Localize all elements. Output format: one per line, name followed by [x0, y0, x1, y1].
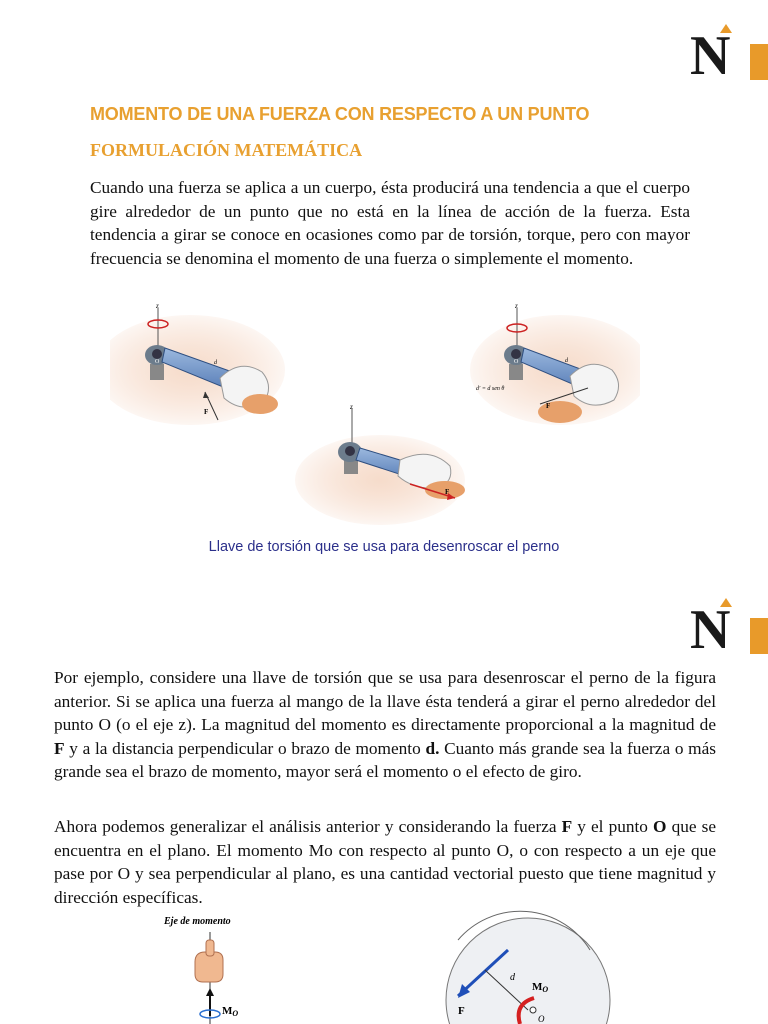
logo-triangle-icon [720, 598, 732, 607]
example-paragraph [54, 666, 716, 784]
force-label: F [204, 408, 209, 416]
section-title: MOMENTO DE UNA FUERZA CON RESPECTO A UN PUNTO [90, 104, 590, 124]
distance-label: d [565, 358, 568, 364]
origin-label: O [155, 359, 160, 365]
wrench-center [295, 403, 465, 525]
example-text: Por ejemplo, considere una llave de torsión que se usa para desenroscar el perno de la figura anterior. Si se aplica una fuerza al mango de la llave ésta tenderá a girar el perno alrededor del punto O (o el eje z). La magnitud del momento es directamente proporcional a la magnitud de [54, 668, 716, 734]
logo-letter: N [690, 25, 731, 87]
generalization-text: Ahora podemos generalizar el análisis anterior y considerando la fuerza [54, 817, 562, 836]
origin-label: O [514, 359, 519, 365]
moment-figure [140, 910, 640, 1024]
generalization-text: que se encuentra en el plano. El momento Mo con respecto al punto O, o con respecto a un eje que pase por O y sea perpendicular al plano, es una cantidad vectorial puesto que tiene magnitud y dirección específicas. [54, 817, 717, 907]
z-label: z [515, 302, 518, 310]
moment-circle-diagram [446, 911, 610, 1024]
force-label: F [445, 488, 450, 496]
point-o-label: O [538, 1014, 545, 1024]
wrench-figure [110, 300, 640, 530]
z-label: z [350, 403, 353, 411]
figure-caption: Llave de torsión que se usa para desenroscar el perno [208, 539, 560, 555]
logo-accent-bar [750, 618, 768, 654]
generalization-paragraph [54, 815, 716, 909]
z-label: z [156, 302, 159, 310]
logo-letter: N [690, 599, 731, 661]
force-vector-label: F [458, 1005, 465, 1017]
generalization-text: y el punto [572, 817, 654, 836]
logo-accent-bar [750, 44, 768, 80]
moment-arm-label: d [510, 972, 515, 983]
force-symbol: F [54, 738, 65, 758]
logo-triangle-icon [720, 24, 732, 33]
example-text: Cuanto más grande sea la fuerza o más grande sea el brazo de momento, mayor será el momento o el efecto de giro. [54, 738, 717, 781]
moment-axis-label: Eje de momento [164, 916, 231, 927]
distance-symbol: d. [425, 738, 440, 758]
force-symbol: F [561, 817, 573, 836]
moment-label: MO [222, 1005, 239, 1018]
right-hand-rule-diagram [163, 916, 238, 1024]
brand-logo-page2 [690, 599, 768, 662]
point-symbol: O [653, 817, 667, 836]
wrench-left [110, 302, 285, 425]
section-subtitle: FORMULACIÓN MATEMÁTICA [90, 140, 363, 160]
example-text: y a la distancia perpendicular o brazo de momento [64, 738, 426, 758]
brand-logo [690, 25, 768, 88]
perpendicular-distance-label: d′ = d sen θ [476, 386, 505, 392]
force-label: F [546, 402, 551, 410]
moment-vector-label: MO [532, 981, 549, 994]
intro-paragraph: Cuando una fuerza se aplica a un cuerpo, ésta producirá una tendencia a que el cuerpo gire alrededor de un punto que no está en la línea de acción de la fuerza. Esta tendencia a girar se conoce en ocasiones como par de torsión, torque, pero con mayor frecuencia se denomina el momento de una fuerza o simplemente el momento. [90, 178, 690, 268]
wrench-right [470, 302, 640, 425]
distance-label: d [214, 360, 217, 366]
